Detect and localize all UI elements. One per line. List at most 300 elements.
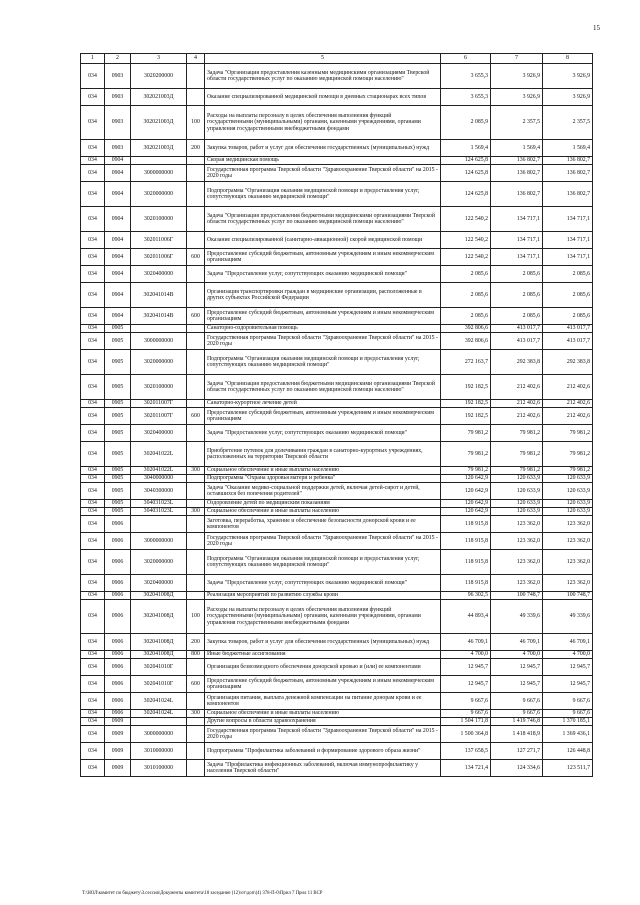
section-code-cell: 0906 [105, 634, 131, 651]
section-code-cell: 0906 [105, 693, 131, 710]
ministry-code-cell: 034 [81, 106, 105, 140]
amount-year2-cell: 136 802,7 [491, 165, 543, 182]
description-cell: Задача "Организация предоставления казенными медицинскими организациями Тверской области государственных услуг по оказанию медицинской помощи населению" [205, 64, 441, 89]
section-code-cell: 0903 [105, 64, 131, 89]
amount-year1-cell: 118 915,8 [441, 550, 491, 575]
amount-year2-cell: 120 633,9 [491, 508, 543, 516]
section-code-cell: 0903 [105, 140, 131, 157]
target-code-cell: 302041010Г [131, 676, 187, 693]
target-code-cell [131, 325, 187, 333]
ministry-code-cell: 034 [81, 325, 105, 333]
expense-type-cell [187, 165, 205, 182]
amount-year1-cell: 122 540,2 [441, 207, 491, 232]
section-code-cell: 0905 [105, 500, 131, 508]
target-code-cell: 302041010Г [131, 659, 187, 676]
amount-year3-cell: 1 370 185,1 [543, 718, 593, 726]
description-cell: Приобретение путевок для долечивания граждан в санаторно-курортных учреждениях, расположенных на территории Тверской области [205, 442, 441, 467]
target-code-cell: 302041024L [131, 710, 187, 718]
table-row [81, 600, 593, 634]
table-row [81, 325, 593, 333]
amount-year2-cell: 3 926,9 [491, 64, 543, 89]
amount-year1-cell: 1 569,4 [441, 140, 491, 157]
section-code-cell: 0909 [105, 760, 131, 777]
table-row [81, 375, 593, 400]
expense-type-cell [187, 442, 205, 467]
header-cell: 1 [81, 54, 105, 64]
amount-year1-cell: 122 540,2 [441, 232, 491, 249]
amount-year3-cell: 212 402,6 [543, 400, 593, 408]
target-code-cell: 3040300000 [131, 483, 187, 500]
ministry-code-cell: 034 [81, 634, 105, 651]
amount-year1-cell: 4 700,0 [441, 651, 491, 659]
target-code-cell: 3020400000 [131, 575, 187, 592]
section-code-cell: 0906 [105, 550, 131, 575]
amount-year2-cell: 9 667,6 [491, 710, 543, 718]
amount-year3-cell: 79 981,2 [543, 442, 593, 467]
amount-year2-cell: 123 362,0 [491, 550, 543, 575]
amount-year3-cell: 413 017,7 [543, 333, 593, 350]
section-code-cell: 0905 [105, 325, 131, 333]
section-code-cell: 0909 [105, 726, 131, 743]
amount-year2-cell: 3 926,9 [491, 89, 543, 106]
amount-year3-cell: 120 633,9 [543, 483, 593, 500]
description-cell: Задача "Организация предоставления бюджетными медицинскими организациями Тверской области государственных услуг по оказанию медицинской помощи населению" [205, 375, 441, 400]
section-code-cell: 0905 [105, 400, 131, 408]
target-code-cell: 302011007Г [131, 408, 187, 425]
description-cell: Реализация мероприятий по развитию службы крови [205, 592, 441, 600]
header-cell: 3 [131, 54, 187, 64]
expense-type-cell [187, 483, 205, 500]
amount-year1-cell: 124 625,8 [441, 165, 491, 182]
table-row [81, 249, 593, 266]
table-row [81, 718, 593, 726]
section-code-cell: 0906 [105, 533, 131, 550]
ministry-code-cell: 034 [81, 533, 105, 550]
section-code-cell: 0905 [105, 475, 131, 483]
section-code-cell: 0906 [105, 710, 131, 718]
amount-year3-cell: 123 362,0 [543, 550, 593, 575]
amount-year2-cell: 120 633,9 [491, 500, 543, 508]
expense-type-cell [187, 283, 205, 308]
amount-year1-cell: 272 163,7 [441, 350, 491, 375]
amount-year1-cell: 192 182,5 [441, 400, 491, 408]
page-number: 15 [593, 24, 600, 32]
expense-type-cell [187, 375, 205, 400]
ministry-code-cell: 034 [81, 726, 105, 743]
header-cell: 5 [205, 54, 441, 64]
description-cell: Расходы на выплаты персоналу в целях обеспечения выполнения функций государственными (муниципальными) органами, казенными учреждениями, органами управления государственными внебюджетными фондами [205, 600, 441, 634]
expense-type-cell [187, 550, 205, 575]
description-cell: Предоставление субсидий бюджетным, автономным учреждениям и иным некоммерческим организациям [205, 676, 441, 693]
target-code-cell: 3020100000 [131, 207, 187, 232]
amount-year1-cell: 12 945,7 [441, 676, 491, 693]
amount-year2-cell: 120 633,9 [491, 483, 543, 500]
section-code-cell: 0906 [105, 676, 131, 693]
ministry-code-cell: 034 [81, 592, 105, 600]
ministry-code-cell: 034 [81, 283, 105, 308]
expense-type-cell: 600 [187, 408, 205, 425]
table-row [81, 408, 593, 425]
expense-type-cell [187, 157, 205, 165]
target-code-cell: 3020000000 [131, 350, 187, 375]
description-cell: Подпрограмма "Организация оказания медицинской помощи и предоставления услуг, сопутствующих оказанию медицинской помощи" [205, 550, 441, 575]
ministry-code-cell: 034 [81, 710, 105, 718]
section-code-cell: 0906 [105, 659, 131, 676]
amount-year3-cell: 1 569,4 [543, 140, 593, 157]
target-code-cell: 302041008Д [131, 592, 187, 600]
amount-year1-cell: 3 655,3 [441, 89, 491, 106]
section-code-cell: 0909 [105, 743, 131, 760]
header-cell: 8 [543, 54, 593, 64]
expense-type-cell: 600 [187, 676, 205, 693]
target-code-cell: 302041008Д [131, 651, 187, 659]
amount-year3-cell: 2 085,6 [543, 308, 593, 325]
section-code-cell: 0904 [105, 182, 131, 207]
amount-year1-cell: 120 642,9 [441, 508, 491, 516]
amount-year2-cell: 413 017,7 [491, 325, 543, 333]
ministry-code-cell: 034 [81, 442, 105, 467]
amount-year2-cell: 212 402,6 [491, 375, 543, 400]
description-cell: Задача "Оказание медико-социальной поддержки детей, включая детей-сирот и детей, оставшихся без попечения родителей" [205, 483, 441, 500]
header-cell: 4 [187, 54, 205, 64]
description-cell: Государственная программа Тверской области "Здравоохранение Тверской области" на 2015 - 2020 годы [205, 533, 441, 550]
amount-year1-cell: 46 709,1 [441, 634, 491, 651]
table-row [81, 726, 593, 743]
expense-type-cell [187, 500, 205, 508]
amount-year2-cell: 46 709,1 [491, 634, 543, 651]
amount-year1-cell: 120 642,9 [441, 483, 491, 500]
amount-year1-cell: 120 642,9 [441, 500, 491, 508]
ministry-code-cell: 034 [81, 467, 105, 475]
amount-year1-cell: 79 981,2 [441, 467, 491, 475]
ministry-code-cell: 034 [81, 575, 105, 592]
amount-year1-cell: 2 085,6 [441, 308, 491, 325]
ministry-code-cell: 034 [81, 165, 105, 182]
description-cell: Оказание специализированной медицинской помощи в дневных стационарах всех типов [205, 89, 441, 106]
amount-year1-cell: 9 667,6 [441, 693, 491, 710]
amount-year3-cell: 3 926,9 [543, 89, 593, 106]
amount-year2-cell: 49 339,6 [491, 600, 543, 634]
ministry-code-cell: 034 [81, 64, 105, 89]
amount-year3-cell: 123 511,7 [543, 760, 593, 777]
expense-type-cell [187, 64, 205, 89]
description-cell: Санаторно-оздоровительная помощь [205, 325, 441, 333]
section-code-cell: 0905 [105, 508, 131, 516]
header-cell: 2 [105, 54, 131, 64]
expense-type-cell [187, 350, 205, 375]
amount-year3-cell: 212 402,6 [543, 408, 593, 425]
amount-year3-cell: 46 709,1 [543, 634, 593, 651]
expense-type-cell [187, 743, 205, 760]
amount-year3-cell: 79 981,2 [543, 425, 593, 442]
ministry-code-cell: 034 [81, 651, 105, 659]
amount-year1-cell: 2 085,9 [441, 106, 491, 140]
ministry-code-cell: 034 [81, 375, 105, 400]
section-code-cell: 0905 [105, 425, 131, 442]
amount-year3-cell: 12 945,7 [543, 659, 593, 676]
description-cell: Подпрограмма "Охрана здоровья матери и ребенка" [205, 475, 441, 483]
table-row [81, 651, 593, 659]
table-row [81, 760, 593, 777]
section-code-cell: 0905 [105, 467, 131, 475]
section-code-cell: 0906 [105, 516, 131, 533]
amount-year2-cell: 2 085,6 [491, 283, 543, 308]
amount-year2-cell: 1 569,4 [491, 140, 543, 157]
amount-year1-cell: 79 981,2 [441, 442, 491, 467]
ministry-code-cell: 034 [81, 350, 105, 375]
target-code-cell: 3000000000 [131, 533, 187, 550]
section-code-cell: 0904 [105, 308, 131, 325]
amount-year2-cell: 124 334,6 [491, 760, 543, 777]
expense-type-cell [187, 760, 205, 777]
amount-year2-cell: 120 633,9 [491, 475, 543, 483]
amount-year3-cell: 3 926,9 [543, 64, 593, 89]
amount-year3-cell: 212 402,6 [543, 375, 593, 400]
amount-year3-cell: 136 802,7 [543, 182, 593, 207]
description-cell: Подпрограмма "Организация оказания медицинской помощи и предоставления услуг, сопутствующих оказанию медицинской помощи" [205, 350, 441, 375]
amount-year1-cell: 79 981,2 [441, 425, 491, 442]
table-row [81, 693, 593, 710]
section-code-cell: 0904 [105, 165, 131, 182]
ministry-code-cell: 034 [81, 693, 105, 710]
amount-year3-cell: 100 748,7 [543, 592, 593, 600]
target-code-cell: 302011006Г [131, 232, 187, 249]
description-cell: Иные бюджетные ассигнования [205, 651, 441, 659]
amount-year2-cell: 2 085,6 [491, 308, 543, 325]
amount-year3-cell: 12 945,7 [543, 676, 593, 693]
table-row [81, 710, 593, 718]
target-code-cell: 302041022L [131, 442, 187, 467]
table-row [81, 467, 593, 475]
table-row [81, 425, 593, 442]
description-cell: Организация безвозмездного обеспечения донорской кровью и (или) ее компонентами [205, 659, 441, 676]
table-row [81, 508, 593, 516]
section-code-cell: 0904 [105, 283, 131, 308]
expense-type-cell: 200 [187, 634, 205, 651]
description-cell: Расходы на выплаты персоналу в целях обеспечения выполнения функций государственными (муниципальными) органами, казенными учреждениями, органами управления государственными внебюджетными фондами [205, 106, 441, 140]
expense-type-cell [187, 718, 205, 726]
target-code-cell: 302041022L [131, 467, 187, 475]
amount-year1-cell: 118 915,8 [441, 533, 491, 550]
ministry-code-cell: 034 [81, 89, 105, 106]
table-row [81, 592, 593, 600]
amount-year3-cell: 292 383,8 [543, 350, 593, 375]
description-cell: Заготовка, переработка, хранение и обеспечение безопасности донорской крови и ее компонентов [205, 516, 441, 533]
section-code-cell: 0905 [105, 483, 131, 500]
amount-year1-cell: 12 945,7 [441, 659, 491, 676]
ministry-code-cell: 034 [81, 743, 105, 760]
target-code-cell [131, 718, 187, 726]
header-cell: 7 [491, 54, 543, 64]
description-cell: Организация транспортировки граждан в медицинские организации, расположенные в других субъектах Российской Федерации [205, 283, 441, 308]
table-row [81, 64, 593, 89]
ministry-code-cell: 034 [81, 550, 105, 575]
target-code-cell: 3000000000 [131, 165, 187, 182]
section-code-cell: 0905 [105, 442, 131, 467]
target-code-cell: 302021003Д [131, 106, 187, 140]
ministry-code-cell: 034 [81, 333, 105, 350]
description-cell: Предоставление субсидий бюджетным, автономным учреждениям и иным некоммерческим организациям [205, 308, 441, 325]
description-cell: Социальное обеспечение и иные выплаты населению [205, 467, 441, 475]
amount-year2-cell: 123 362,0 [491, 575, 543, 592]
section-code-cell: 0905 [105, 350, 131, 375]
table-row [81, 483, 593, 500]
table-row [81, 283, 593, 308]
ministry-code-cell: 034 [81, 659, 105, 676]
expense-type-cell [187, 575, 205, 592]
amount-year1-cell: 120 642,9 [441, 475, 491, 483]
table-row [81, 308, 593, 325]
expense-type-cell: 300 [187, 508, 205, 516]
section-code-cell: 0904 [105, 249, 131, 266]
amount-year1-cell: 134 721,4 [441, 760, 491, 777]
amount-year3-cell: 2 085,6 [543, 283, 593, 308]
target-code-cell: 302041008Д [131, 634, 187, 651]
expense-type-cell [187, 325, 205, 333]
table-row [81, 140, 593, 157]
section-code-cell: 0904 [105, 157, 131, 165]
ministry-code-cell: 034 [81, 425, 105, 442]
amount-year3-cell: 134 717,1 [543, 249, 593, 266]
amount-year3-cell: 120 633,9 [543, 508, 593, 516]
description-cell: Закупка товаров, работ и услуг для обеспечения государственных (муниципальных) нужд [205, 140, 441, 157]
amount-year3-cell: 123 362,0 [543, 575, 593, 592]
amount-year3-cell: 120 633,9 [543, 500, 593, 508]
description-cell: Государственная программа Тверской области "Здравоохранение Тверской области" на 2015 - 2020 годы [205, 726, 441, 743]
ministry-code-cell: 034 [81, 516, 105, 533]
amount-year1-cell: 1 500 364,8 [441, 726, 491, 743]
section-code-cell: 0906 [105, 592, 131, 600]
expense-type-cell [187, 592, 205, 600]
table-row [81, 157, 593, 165]
expense-type-cell: 100 [187, 600, 205, 634]
amount-year1-cell: 2 085,6 [441, 283, 491, 308]
description-cell: Санаторно-курортное лечение детей [205, 400, 441, 408]
ministry-code-cell: 034 [81, 500, 105, 508]
amount-year3-cell: 120 633,9 [543, 475, 593, 483]
description-cell: Оздоровление детей по медицинским показаниям [205, 500, 441, 508]
amount-year2-cell: 292 383,8 [491, 350, 543, 375]
expense-type-cell [187, 475, 205, 483]
table-row [81, 106, 593, 140]
target-code-cell: 304031023L [131, 500, 187, 508]
amount-year1-cell: 192 182,5 [441, 375, 491, 400]
expense-type-cell [187, 266, 205, 283]
table-row [81, 350, 593, 375]
table-row [81, 743, 593, 760]
target-code-cell: 302041014В [131, 283, 187, 308]
expense-type-cell [187, 400, 205, 408]
description-cell: Подпрограмма "Организация оказания медицинской помощи и предоставления услуг, сопутствующих оказанию медицинской помощи" [205, 182, 441, 207]
budget-table [80, 53, 593, 777]
target-code-cell [131, 157, 187, 165]
target-code-cell: 3010000000 [131, 743, 187, 760]
description-cell: Задача "Профилактика инфекционных заболеваний, включая иммунопрофилактику у населения Тверской области" [205, 760, 441, 777]
description-cell: Задача "Организация предоставления бюджетными медицинскими организациями Тверской области государственных услуг по оказанию медицинской помощи населению" [205, 207, 441, 232]
table-row [81, 89, 593, 106]
expense-type-cell [187, 89, 205, 106]
ministry-code-cell: 034 [81, 232, 105, 249]
header-cell: 6 [441, 54, 491, 64]
amount-year2-cell: 2 085,6 [491, 266, 543, 283]
amount-year1-cell: 392 806,6 [441, 325, 491, 333]
expense-type-cell [187, 726, 205, 743]
section-code-cell: 0904 [105, 207, 131, 232]
ministry-code-cell: 034 [81, 207, 105, 232]
amount-year1-cell: 96 302,5 [441, 592, 491, 600]
description-cell: Закупка товаров, работ и услуг для обеспечения государственных (муниципальных) нужд [205, 634, 441, 651]
description-cell: Другие вопросы в области здравоохранения [205, 718, 441, 726]
amount-year3-cell: 126 448,8 [543, 743, 593, 760]
ministry-code-cell: 034 [81, 475, 105, 483]
expense-type-cell: 300 [187, 467, 205, 475]
amount-year3-cell: 136 802,7 [543, 157, 593, 165]
amount-year2-cell: 212 402,6 [491, 400, 543, 408]
amount-year2-cell: 123 362,0 [491, 533, 543, 550]
description-cell: Социальное обеспечение и иные выплаты населению [205, 710, 441, 718]
ministry-code-cell: 034 [81, 508, 105, 516]
amount-year1-cell: 124 625,8 [441, 182, 491, 207]
expense-type-cell: 600 [187, 308, 205, 325]
amount-year2-cell: 79 981,2 [491, 467, 543, 475]
description-cell: Задача "Предоставление услуг, сопутствующих оказанию медицинской помощи" [205, 425, 441, 442]
target-code-cell: 304031023L [131, 508, 187, 516]
target-code-cell: 3020000000 [131, 182, 187, 207]
amount-year2-cell: 4 700,0 [491, 651, 543, 659]
section-code-cell: 0904 [105, 232, 131, 249]
expense-type-cell [187, 516, 205, 533]
amount-year2-cell: 212 402,6 [491, 408, 543, 425]
expense-type-cell: 200 [187, 140, 205, 157]
table-row [81, 232, 593, 249]
table-row [81, 333, 593, 350]
amount-year3-cell: 4 700,0 [543, 651, 593, 659]
amount-year2-cell: 2 357,5 [491, 106, 543, 140]
amount-year2-cell: 100 748,7 [491, 592, 543, 600]
amount-year3-cell: 9 667,6 [543, 693, 593, 710]
target-code-cell: 302041024L [131, 693, 187, 710]
description-cell: Скорая медицинская помощь [205, 157, 441, 165]
table-row [81, 182, 593, 207]
table-row [81, 575, 593, 592]
section-code-cell: 0903 [105, 106, 131, 140]
target-code-cell: 3020100000 [131, 375, 187, 400]
expense-type-cell [187, 207, 205, 232]
amount-year2-cell: 12 945,7 [491, 659, 543, 676]
section-code-cell: 0905 [105, 333, 131, 350]
ministry-code-cell: 034 [81, 483, 105, 500]
amount-year3-cell: 1 369 436,1 [543, 726, 593, 743]
amount-year1-cell: 3 655,3 [441, 64, 491, 89]
section-code-cell: 0903 [105, 89, 131, 106]
amount-year1-cell: 118 915,8 [441, 575, 491, 592]
table-row [81, 475, 593, 483]
expense-type-cell: 100 [187, 106, 205, 140]
amount-year2-cell: 134 717,1 [491, 207, 543, 232]
ministry-code-cell: 034 [81, 140, 105, 157]
section-code-cell: 0905 [105, 408, 131, 425]
description-cell: Социальное обеспечение и иные выплаты населению [205, 508, 441, 516]
expense-type-cell: 600 [187, 249, 205, 266]
target-code-cell: 3000000000 [131, 726, 187, 743]
table-row [81, 516, 593, 533]
ministry-code-cell: 034 [81, 408, 105, 425]
expense-type-cell: 800 [187, 651, 205, 659]
expense-type-cell [187, 425, 205, 442]
target-code-cell: 302021003Д [131, 89, 187, 106]
amount-year2-cell: 127 271,7 [491, 743, 543, 760]
expense-type-cell [187, 693, 205, 710]
